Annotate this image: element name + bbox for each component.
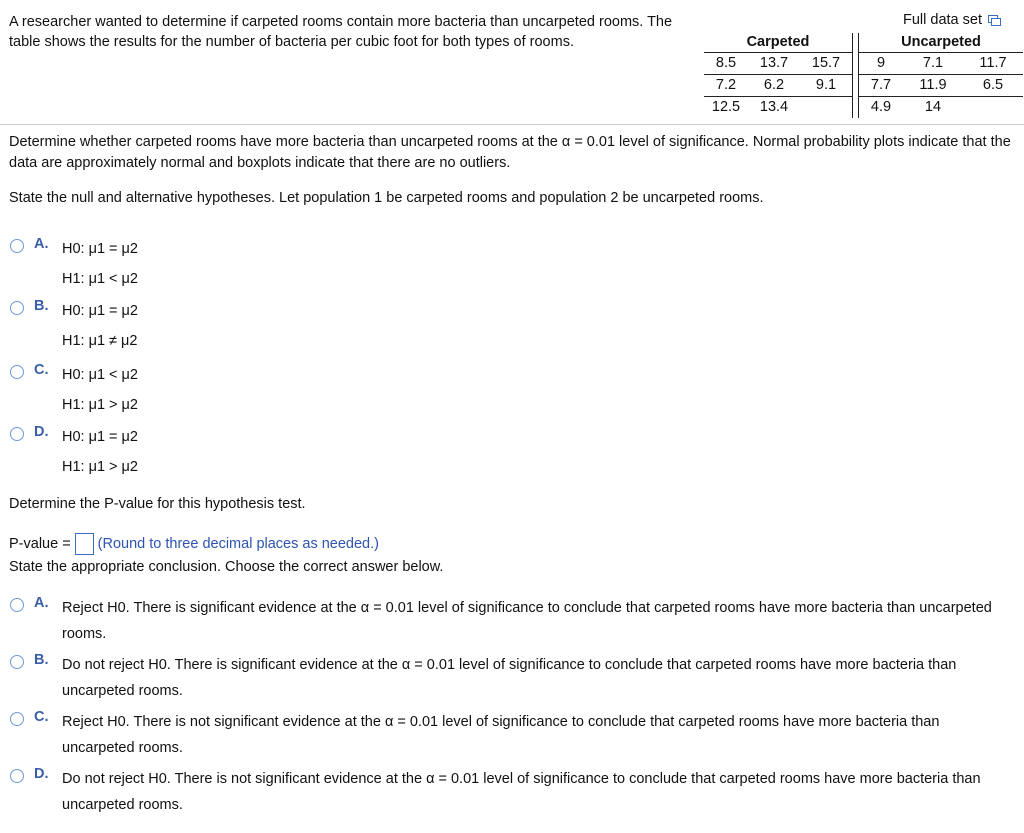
question-significance: Determine whether carpeted rooms have more bacteria than uncarpeted rooms at the α = 0.01 level of significance. Normal probability plots indicate that the data are approximately normal and boxplots indicate that there are no outliers. — [9, 134, 1011, 171]
conclusion-text: There is not significant evidence at the α = 0.01 level of significance to conclude that carpeted rooms have more bacteria than uncarpeted rooms. — [62, 714, 940, 756]
question-hypotheses: State the null and alternative hypotheses. Let population 1 be carpeted rooms and population 2 be uncarpeted rooms. — [9, 190, 764, 206]
conclusion-lead: Reject H0. — [62, 714, 130, 730]
table-cell: 7.2 — [715, 77, 737, 93]
hypothesis-option-a[interactable] — [10, 236, 138, 296]
h1-label: H1: — [62, 271, 85, 287]
option-letter: C. — [34, 362, 49, 378]
radio-button[interactable] — [10, 598, 24, 612]
table-cell: 9 — [876, 55, 886, 71]
pvalue-row — [9, 533, 1014, 555]
question-pvalue: Determine the P-value for this hypothesis test. — [9, 496, 306, 512]
table-cell: 14 — [924, 99, 942, 115]
hypothesis-option-c[interactable] — [10, 362, 138, 422]
option-letter: B. — [34, 652, 49, 668]
pvalue-label: P-value = — [9, 535, 71, 552]
full-data-set-link[interactable] — [903, 12, 1000, 28]
option-letter: A. — [34, 595, 49, 611]
uncarpeted-column-group — [858, 33, 1023, 118]
table-row — [859, 96, 1023, 118]
copy-icon[interactable] — [988, 15, 1000, 26]
table-row — [704, 52, 852, 74]
pvalue-hint: (Round to three decimal places as needed.) — [97, 535, 379, 552]
carpeted-header: Carpeted — [746, 34, 810, 50]
table-cell: 11.9 — [919, 77, 947, 93]
conclusion-lead: Reject H0. — [62, 600, 130, 616]
radio-button[interactable] — [10, 239, 24, 253]
table-cell: 8.5 — [715, 55, 737, 71]
conclusion-lead: Do not reject H0. — [62, 771, 171, 787]
radio-button[interactable] — [10, 427, 24, 441]
conclusion-lead: Do not reject H0. — [62, 657, 171, 673]
conclusion-option-c[interactable] — [10, 709, 1012, 761]
option-letter: D. — [34, 424, 49, 440]
table-cell: 7.1 — [922, 55, 944, 71]
h1-label: H1: — [62, 397, 85, 413]
h0-label: H0: — [62, 303, 85, 319]
conclusion-option-b[interactable] — [10, 652, 1012, 704]
option-letter: C. — [34, 709, 49, 725]
hypothesis-option-b[interactable] — [10, 298, 138, 358]
table-row — [859, 52, 1023, 74]
table-cell — [963, 97, 1023, 118]
table-cell — [800, 97, 852, 118]
problem-intro: A researcher wanted to determine if carpeted rooms contain more bacteria than uncarpeted rooms. The table shows the results for the number of bacteria per cubic foot for both types of rooms. — [9, 14, 673, 50]
radio-button[interactable] — [10, 655, 24, 669]
radio-button[interactable] — [10, 712, 24, 726]
option-letter: B. — [34, 298, 49, 314]
section-divider — [0, 124, 1024, 125]
uncarpeted-header: Uncarpeted — [901, 34, 981, 50]
table-cell: 15.7 — [811, 55, 841, 71]
table-cell: 6.5 — [982, 77, 1004, 93]
radio-button[interactable] — [10, 365, 24, 379]
table-cell: 6.2 — [763, 77, 785, 93]
conclusion-option-d[interactable] — [10, 766, 1012, 818]
h0-label: H0: — [62, 241, 85, 257]
h1-label: H1: — [62, 333, 85, 349]
table-cell: 7.7 — [870, 77, 892, 93]
null-hypothesis: μ1 = μ2 — [88, 241, 138, 257]
alternative-hypothesis: μ1 ≠ μ2 — [88, 333, 138, 349]
table-cell: 12.5 — [711, 99, 741, 115]
h1-label: H1: — [62, 459, 85, 475]
h0-label: H0: — [62, 429, 85, 445]
full-data-set-label[interactable]: Full data set — [903, 12, 982, 28]
option-letter: D. — [34, 766, 49, 782]
table-cell: 11.7 — [979, 55, 1007, 71]
null-hypothesis: μ1 = μ2 — [88, 303, 138, 319]
conclusion-text: There is significant evidence at the α = 0.01 level of significance to conclude that carpeted rooms have more bacteria than uncarpeted rooms. — [62, 657, 957, 699]
alternative-hypothesis: μ1 > μ2 — [88, 459, 138, 475]
question-conclusion: State the appropriate conclusion. Choose the correct answer below. — [9, 559, 444, 575]
table-row — [704, 96, 852, 118]
carpeted-column-group — [704, 33, 853, 118]
table-cell: 4.9 — [870, 99, 892, 115]
table-cell: 13.4 — [759, 99, 789, 115]
option-letter: A. — [34, 236, 49, 252]
hypothesis-option-d[interactable] — [10, 424, 138, 484]
conclusion-text: There is significant evidence at the α = 0.01 level of significance to conclude that carpeted rooms have more bacteria than uncarpeted rooms. — [62, 600, 992, 642]
radio-button[interactable] — [10, 769, 24, 783]
table-cell: 9.1 — [815, 77, 837, 93]
null-hypothesis: μ1 < μ2 — [88, 367, 138, 383]
table-cell: 13.7 — [759, 55, 789, 71]
conclusion-option-a[interactable] — [10, 595, 1012, 647]
conclusion-text: There is not significant evidence at the α = 0.01 level of significance to conclude that carpeted rooms have more bacteria than uncarpeted rooms. — [62, 771, 981, 813]
table-row — [704, 74, 852, 96]
pvalue-input[interactable] — [75, 533, 94, 555]
alternative-hypothesis: μ1 > μ2 — [88, 397, 138, 413]
alternative-hypothesis: μ1 < μ2 — [88, 271, 138, 287]
h0-label: H0: — [62, 367, 85, 383]
null-hypothesis: μ1 = μ2 — [88, 429, 138, 445]
table-row — [859, 74, 1023, 96]
radio-button[interactable] — [10, 301, 24, 315]
